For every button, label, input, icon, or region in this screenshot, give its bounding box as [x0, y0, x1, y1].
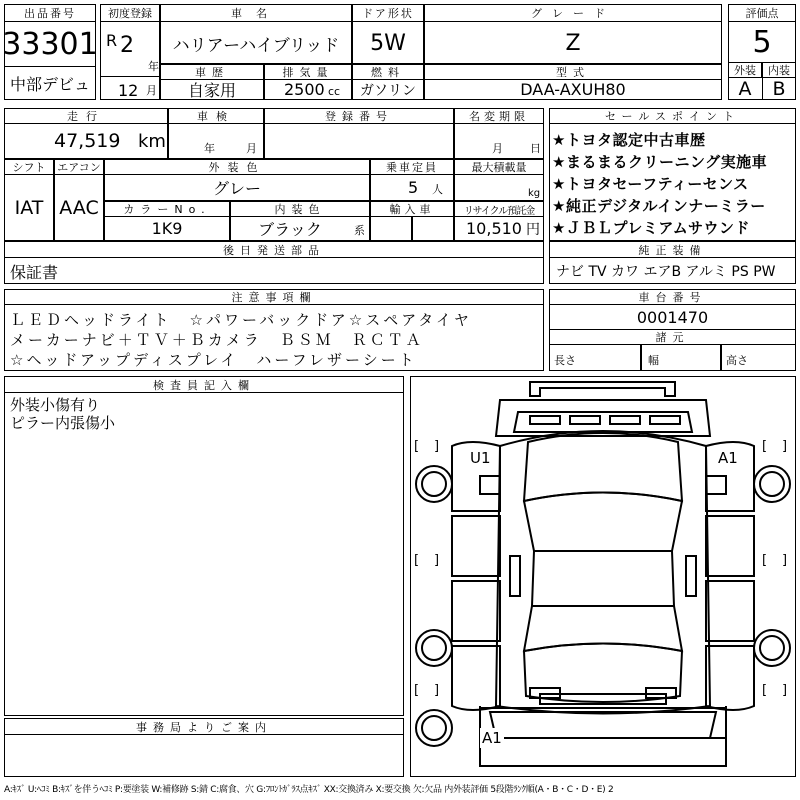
sales-point-4: ★純正デジタルインナーミラー: [552, 197, 766, 215]
sales-point-3: ★トヨタセーフティーセンス: [552, 175, 749, 193]
interior-label: 内装: [762, 62, 796, 78]
sales-points-label: セールスポイント: [549, 108, 796, 124]
capacity-label: 乗車定員: [370, 159, 454, 175]
width-label: 幅: [648, 354, 659, 367]
score-label: 評価点: [728, 4, 796, 22]
shift: IAT: [14, 196, 44, 219]
registration-month: 12: [118, 80, 139, 100]
car-name: ハリアーハイブリッド: [172, 35, 340, 56]
score: 5: [752, 24, 772, 60]
bracket-mark: ]: [782, 439, 788, 454]
damage-mark-a1-bottom: A1: [482, 729, 502, 747]
ac: AAC: [59, 196, 99, 219]
ext-color: グレー: [212, 179, 261, 198]
inspector-line-2: ピラー内張傷小: [10, 413, 116, 432]
venue: 中部デビュ: [9, 75, 90, 94]
first-registration-label: 初度登録: [100, 4, 160, 22]
shift-label: シフト: [4, 159, 54, 175]
equipment: ナビ TV カワ エアB アルミ PS PW: [556, 264, 776, 280]
bracket-mark: [: [762, 553, 768, 568]
car-name-label: 車名: [160, 4, 352, 22]
fuel-label: 燃料: [352, 64, 424, 80]
ext-color-label: 外装色: [104, 159, 370, 175]
legend: A:ｷｽﾞ U:ﾍｺﾐ B:ｷｽﾞを伴うﾍｺﾐ P:要塗装 W:補修跡 S:錆 C:腐食、穴 G:ﾌﾛﾝﾄｶﾞﾗｽ点ｷｽﾞ XX:交換済み X:要交換 欠:欠品 内外装評価 5段階ﾗﾝｸ順(A・B・C・D・E) 2: [4, 784, 614, 795]
import-cell: [370, 216, 412, 241]
height-label: 高さ: [726, 354, 748, 367]
mileage: 47,519: [54, 130, 121, 152]
exterior-label: 外装: [728, 62, 762, 78]
note-line-1: ＬＥＤヘッドライト ☆パワーバックドア☆スペアタイヤ: [10, 311, 472, 329]
int-color: ブラック: [258, 220, 322, 239]
model-label: 型式: [424, 64, 722, 80]
ac-label: エアコン: [54, 159, 104, 175]
displacement-unit: cc: [328, 84, 341, 98]
note-line-2: メーカーナビ＋ＴＶ＋Ｂカメラ ＢＳＭ ＲＣＴＡ: [10, 331, 424, 349]
recycle-unit: 円: [526, 221, 540, 238]
inspection-year-unit: 年: [204, 142, 215, 155]
note-line-3: ☆ヘッドアップディスプレイ ハーフレザーシート: [10, 351, 417, 369]
bracket-mark: ]: [434, 683, 440, 698]
import-label: 輸入車: [370, 201, 454, 217]
chassis-label: 車台番号: [549, 289, 796, 305]
import-cell-2: [412, 216, 454, 241]
era: R: [106, 30, 118, 50]
divider: [100, 76, 160, 77]
recycle-label: リサイクル預託金: [454, 201, 544, 217]
later-parts-label: 後日発送部品: [4, 241, 544, 258]
capacity: 5: [408, 178, 419, 197]
bracket-mark: [: [414, 553, 420, 568]
inspection-month-unit: 月: [246, 142, 257, 155]
grade-label: グレード: [424, 4, 722, 22]
equipment-label: 純正装備: [549, 241, 796, 258]
inspector-label: 検査員記入欄: [4, 376, 404, 393]
exterior-grade: A: [738, 78, 752, 100]
year-unit: 年: [148, 60, 159, 73]
sales-point-5: ★ＪＢＬプレミアムサウンド: [552, 219, 750, 237]
displacement: 2500: [284, 80, 325, 99]
max-load-label: 最大積載量: [454, 159, 544, 175]
capacity-unit: 人: [432, 183, 443, 196]
registration-cell: [264, 123, 454, 159]
bracket-mark: ]: [782, 553, 788, 568]
later-parts: 保証書: [10, 262, 59, 282]
displacement-label: 排気量: [264, 64, 352, 80]
int-color-unit: 系: [354, 224, 365, 237]
inspection-label: 車検: [168, 108, 264, 124]
name-change-label: 名変期限: [454, 108, 544, 124]
recycle: 10,510: [466, 219, 522, 238]
color-no: 1K9: [151, 219, 183, 238]
bracket-mark: ]: [434, 439, 440, 454]
registration-year: 2: [120, 32, 134, 58]
length-label: 長さ: [554, 354, 576, 367]
chassis-number: 0001470: [636, 307, 709, 327]
lot-number-label: 出品番号: [4, 4, 96, 22]
lot-number: 33301: [2, 26, 98, 62]
notes-label: 注意事項欄: [4, 289, 544, 305]
bracket-mark: ]: [434, 553, 440, 568]
mileage-label: 走行: [4, 108, 168, 124]
grade: Z: [565, 30, 581, 56]
door-type: 5W: [370, 30, 406, 56]
office-label: 事務局よりご案内: [4, 718, 404, 735]
sales-point-1: ★トヨタ認定中古車歴: [552, 131, 706, 149]
bracket-mark: ]: [782, 683, 788, 698]
door-label: ドア形状: [352, 4, 424, 22]
dims-label: 諸元: [549, 329, 796, 345]
month-unit: 月: [146, 84, 157, 97]
bracket-mark: [: [414, 683, 420, 698]
max-load-unit: kg: [528, 187, 541, 199]
model: DAA-AXUH80: [520, 80, 626, 99]
registration-no-label: 登録番号: [264, 108, 454, 124]
color-no-label: カラーNo.: [104, 201, 230, 217]
int-color-label: 内装色: [230, 201, 370, 217]
bracket-mark: [: [414, 439, 420, 454]
inspector-line-1: 外装小傷有り: [10, 395, 101, 414]
sales-point-2: ★まるまるクリーニング実施車: [552, 153, 768, 171]
name-change-day-unit: 日: [530, 142, 541, 155]
bracket-mark: [: [762, 683, 768, 698]
damage-mark-u1: U1: [470, 449, 491, 467]
mileage-unit: km: [138, 130, 166, 152]
car-diagram: [410, 376, 796, 777]
name-change-month-unit: 月: [492, 142, 503, 155]
history: 自家用: [187, 81, 236, 100]
history-label: 車歴: [160, 64, 264, 80]
bracket-mark: [: [762, 439, 768, 454]
interior-grade: B: [772, 78, 786, 100]
fuel: ガソリン: [360, 82, 416, 99]
damage-mark-a1-right: A1: [718, 449, 738, 467]
